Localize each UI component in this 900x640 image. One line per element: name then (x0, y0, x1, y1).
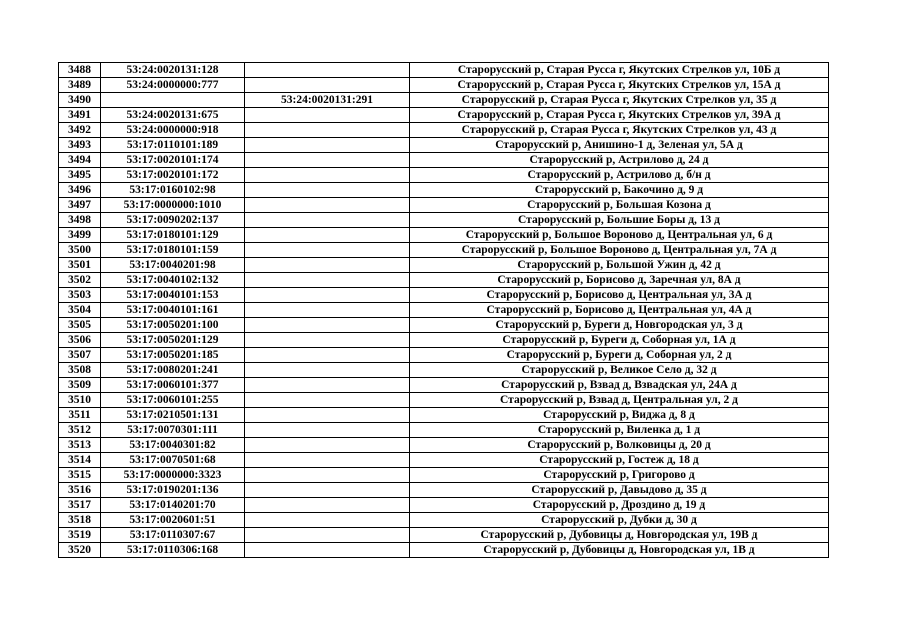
row-number-cell: 3509 (59, 378, 101, 393)
row-number-cell: 3500 (59, 243, 101, 258)
cadastral-number-cell: 53:17:0110306:168 (101, 543, 245, 558)
row-number-cell: 3503 (59, 288, 101, 303)
cadastral-number-cell: 53:17:0050201:129 (101, 333, 245, 348)
table-row (59, 453, 829, 468)
secondary-cadastral-number-cell (245, 528, 410, 543)
secondary-cadastral-number-cell (245, 483, 410, 498)
address-cell: Старорусский р, Давыдово д, 35 д (410, 483, 829, 498)
secondary-cadastral-number-cell (245, 213, 410, 228)
cadastral-number-cell: 53:17:0000000:3323 (101, 468, 245, 483)
table-row (59, 483, 829, 498)
row-number-cell: 3493 (59, 138, 101, 153)
cadastral-number-cell: 53:17:0020601:51 (101, 513, 245, 528)
secondary-cadastral-number-cell (245, 138, 410, 153)
cadastral-number-cell: 53:17:0090202:137 (101, 213, 245, 228)
secondary-cadastral-number-cell (245, 78, 410, 93)
address-cell: Старорусский р, Буреги д, Соборная ул, 2 д (410, 348, 829, 363)
secondary-cadastral-number-cell (245, 408, 410, 423)
table-row (59, 288, 829, 303)
table-row (59, 513, 829, 528)
secondary-cadastral-number-cell (245, 183, 410, 198)
table-row (59, 273, 829, 288)
row-number-cell: 3495 (59, 168, 101, 183)
table-row (59, 228, 829, 243)
table-row (59, 393, 829, 408)
table-row (59, 363, 829, 378)
cadastral-number-cell: 53:17:0040101:153 (101, 288, 245, 303)
table-row (59, 153, 829, 168)
address-cell: Старорусский р, Старая Русса г, Якутских Стрелков ул, 35 д (410, 93, 829, 108)
row-number-cell: 3491 (59, 108, 101, 123)
row-number-cell: 3497 (59, 198, 101, 213)
address-cell: Старорусский р, Буреги д, Соборная ул, 1А д (410, 333, 829, 348)
cadastral-number-cell: 53:17:0050201:100 (101, 318, 245, 333)
secondary-cadastral-number-cell (245, 468, 410, 483)
secondary-cadastral-number-cell (245, 348, 410, 363)
cadastral-number-cell: 53:17:0040101:161 (101, 303, 245, 318)
row-number-cell: 3513 (59, 438, 101, 453)
cadastral-number-cell: 53:17:0020101:172 (101, 168, 245, 183)
cadastral-number-cell: 53:17:0000000:1010 (101, 198, 245, 213)
table-row (59, 333, 829, 348)
address-cell: Старорусский р, Дубки д, 30 д (410, 513, 829, 528)
property-register-table (58, 62, 829, 558)
address-cell: Старорусский р, Большой Ужин д, 42 д (410, 258, 829, 273)
row-number-cell: 3496 (59, 183, 101, 198)
secondary-cadastral-number-cell (245, 318, 410, 333)
table-row (59, 63, 829, 78)
cadastral-number-cell: 53:17:0040102:132 (101, 273, 245, 288)
cadastral-number-cell: 53:17:0020101:174 (101, 153, 245, 168)
secondary-cadastral-number-cell (245, 273, 410, 288)
cadastral-number-cell: 53:17:0140201:70 (101, 498, 245, 513)
cadastral-number-cell: 53:24:0020131:675 (101, 108, 245, 123)
address-cell: Старорусский р, Великое Село д, 32 д (410, 363, 829, 378)
secondary-cadastral-number-cell (245, 453, 410, 468)
address-cell: Старорусский р, Борисово д, Заречная ул, 8А д (410, 273, 829, 288)
address-cell: Старорусский р, Волковицы д, 20 д (410, 438, 829, 453)
cadastral-number-cell: 53:17:0110307:67 (101, 528, 245, 543)
secondary-cadastral-number-cell: 53:24:0020131:291 (245, 93, 410, 108)
table-row (59, 138, 829, 153)
row-number-cell: 3494 (59, 153, 101, 168)
table-row (59, 258, 829, 273)
table-row (59, 198, 829, 213)
cadastral-number-cell: 53:17:0160102:98 (101, 183, 245, 198)
row-number-cell: 3514 (59, 453, 101, 468)
table-row (59, 183, 829, 198)
address-cell: Старорусский р, Астрилово д, б/н д (410, 168, 829, 183)
cadastral-number-cell: 53:17:0060101:377 (101, 378, 245, 393)
row-number-cell: 3505 (59, 318, 101, 333)
address-cell: Старорусский р, Старая Русса г, Якутских Стрелков ул, 39А д (410, 108, 829, 123)
address-cell: Старорусский р, Виджа д, 8 д (410, 408, 829, 423)
address-cell: Старорусский р, Дубовицы д, Новгородская ул, 19В д (410, 528, 829, 543)
row-number-cell: 3498 (59, 213, 101, 228)
cadastral-number-cell: 53:17:0060101:255 (101, 393, 245, 408)
row-number-cell: 3508 (59, 363, 101, 378)
table-row (59, 543, 829, 558)
row-number-cell: 3510 (59, 393, 101, 408)
table-row (59, 318, 829, 333)
secondary-cadastral-number-cell (245, 63, 410, 78)
row-number-cell: 3492 (59, 123, 101, 138)
address-cell: Старорусский р, Большие Боры д, 13 д (410, 213, 829, 228)
address-cell: Старорусский р, Виленка д, 1 д (410, 423, 829, 438)
secondary-cadastral-number-cell (245, 243, 410, 258)
cadastral-number-cell: 53:17:0050201:185 (101, 348, 245, 363)
secondary-cadastral-number-cell (245, 498, 410, 513)
cadastral-number-cell: 53:17:0040301:82 (101, 438, 245, 453)
row-number-cell: 3501 (59, 258, 101, 273)
row-number-cell: 3507 (59, 348, 101, 363)
address-cell: Старорусский р, Дроздино д, 19 д (410, 498, 829, 513)
table-row (59, 243, 829, 258)
secondary-cadastral-number-cell (245, 303, 410, 318)
row-number-cell: 3516 (59, 483, 101, 498)
address-cell: Старорусский р, Взвад д, Центральная ул, 2 д (410, 393, 829, 408)
secondary-cadastral-number-cell (245, 198, 410, 213)
cadastral-number-cell: 53:17:0040201:98 (101, 258, 245, 273)
row-number-cell: 3515 (59, 468, 101, 483)
address-cell: Старорусский р, Большое Вороново д, Центральная ул, 6 д (410, 228, 829, 243)
address-cell: Старорусский р, Гостеж д, 18 д (410, 453, 829, 468)
secondary-cadastral-number-cell (245, 168, 410, 183)
address-cell: Старорусский р, Старая Русса г, Якутских Стрелков ул, 10Б д (410, 63, 829, 78)
cadastral-number-cell: 53:17:0070501:68 (101, 453, 245, 468)
secondary-cadastral-number-cell (245, 108, 410, 123)
secondary-cadastral-number-cell (245, 438, 410, 453)
secondary-cadastral-number-cell (245, 393, 410, 408)
row-number-cell: 3489 (59, 78, 101, 93)
address-cell: Старорусский р, Бакочино д, 9 д (410, 183, 829, 198)
address-cell: Старорусский р, Взвад д, Взвадская ул, 24А д (410, 378, 829, 393)
table-row (59, 108, 829, 123)
row-number-cell: 3517 (59, 498, 101, 513)
row-number-cell: 3518 (59, 513, 101, 528)
secondary-cadastral-number-cell (245, 513, 410, 528)
secondary-cadastral-number-cell (245, 378, 410, 393)
address-cell: Старорусский р, Григорово д (410, 468, 829, 483)
table-row (59, 408, 829, 423)
cadastral-number-cell: 53:17:0110101:189 (101, 138, 245, 153)
row-number-cell: 3506 (59, 333, 101, 348)
address-cell: Старорусский р, Борисово д, Центральная ул, 4А д (410, 303, 829, 318)
table-row (59, 78, 829, 93)
cadastral-number-cell: 53:17:0180101:129 (101, 228, 245, 243)
address-cell: Старорусский р, Старая Русса г, Якутских Стрелков ул, 15А д (410, 78, 829, 93)
secondary-cadastral-number-cell (245, 123, 410, 138)
table-row (59, 528, 829, 543)
secondary-cadastral-number-cell (245, 258, 410, 273)
secondary-cadastral-number-cell (245, 423, 410, 438)
cadastral-number-cell: 53:17:0210501:131 (101, 408, 245, 423)
secondary-cadastral-number-cell (245, 288, 410, 303)
row-number-cell: 3490 (59, 93, 101, 108)
table-row (59, 498, 829, 513)
row-number-cell: 3519 (59, 528, 101, 543)
table-row (59, 168, 829, 183)
cadastral-number-cell: 53:24:0000000:777 (101, 78, 245, 93)
cadastral-number-cell: 53:17:0180101:159 (101, 243, 245, 258)
table-row (59, 213, 829, 228)
row-number-cell: 3499 (59, 228, 101, 243)
address-cell: Старорусский р, Большая Козона д (410, 198, 829, 213)
row-number-cell: 3502 (59, 273, 101, 288)
cadastral-number-cell: 53:24:0020131:128 (101, 63, 245, 78)
secondary-cadastral-number-cell (245, 543, 410, 558)
row-number-cell: 3520 (59, 543, 101, 558)
cadastral-number-cell (101, 93, 245, 108)
row-number-cell: 3511 (59, 408, 101, 423)
secondary-cadastral-number-cell (245, 153, 410, 168)
cadastral-number-cell: 53:17:0070301:111 (101, 423, 245, 438)
table-row (59, 303, 829, 318)
address-cell: Старорусский р, Старая Русса г, Якутских Стрелков ул, 43 д (410, 123, 829, 138)
row-number-cell: 3488 (59, 63, 101, 78)
table-row (59, 438, 829, 453)
row-number-cell: 3504 (59, 303, 101, 318)
table-row (59, 123, 829, 138)
cadastral-number-cell: 53:17:0080201:241 (101, 363, 245, 378)
address-cell: Старорусский р, Дубовицы д, Новгородская ул, 1В д (410, 543, 829, 558)
secondary-cadastral-number-cell (245, 363, 410, 378)
row-number-cell: 3512 (59, 423, 101, 438)
table-row (59, 348, 829, 363)
table-row (59, 468, 829, 483)
cadastral-number-cell: 53:17:0190201:136 (101, 483, 245, 498)
address-cell: Старорусский р, Буреги д, Новгородская ул, 3 д (410, 318, 829, 333)
address-cell: Старорусский р, Большое Вороново д, Центральная ул, 7А д (410, 243, 829, 258)
secondary-cadastral-number-cell (245, 333, 410, 348)
cadastral-number-cell: 53:24:0000000:918 (101, 123, 245, 138)
secondary-cadastral-number-cell (245, 228, 410, 243)
table-row (59, 423, 829, 438)
address-cell: Старорусский р, Борисово д, Центральная ул, 3А д (410, 288, 829, 303)
table-row (59, 93, 829, 108)
table-row (59, 378, 829, 393)
address-cell: Старорусский р, Астрилово д, 24 д (410, 153, 829, 168)
address-cell: Старорусский р, Анишино-1 д, Зеленая ул, 5А д (410, 138, 829, 153)
table-body (59, 63, 829, 558)
